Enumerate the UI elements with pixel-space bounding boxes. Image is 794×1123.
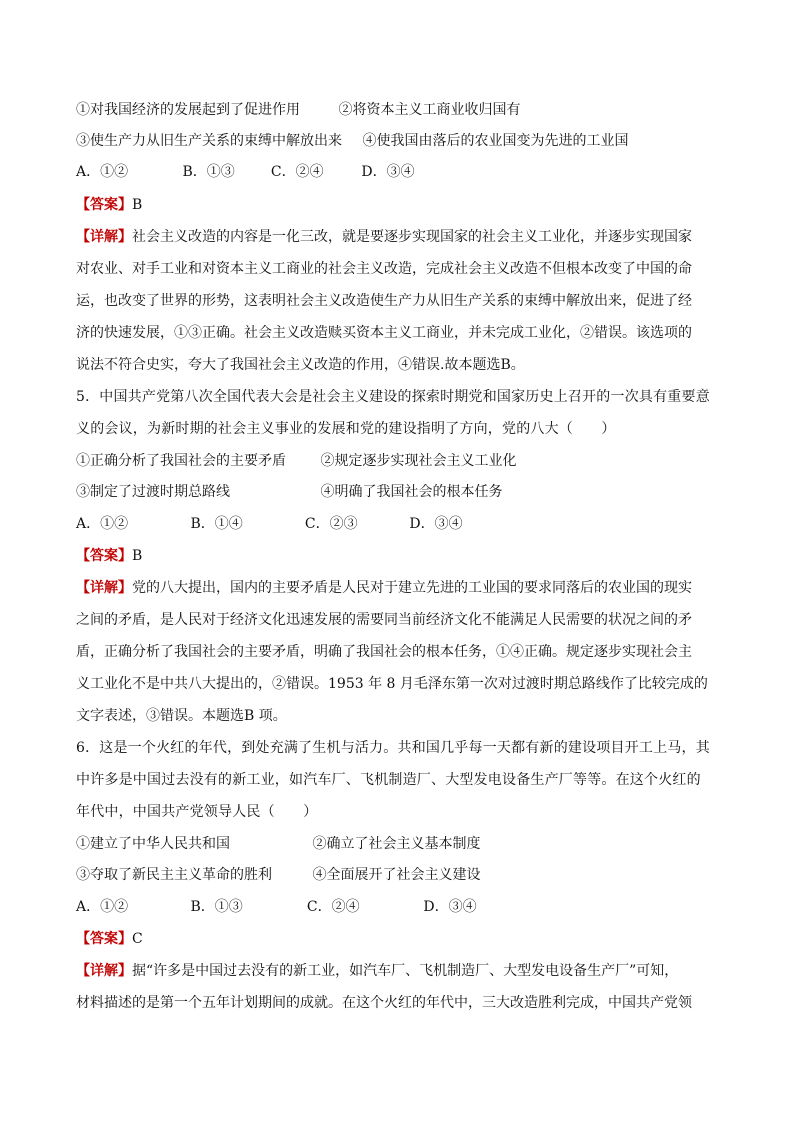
q5-choice-b: B．①④: [190, 516, 243, 532]
q5-stem-line-1: 5．中国共产党第八次全国代表大会是社会主义建设的探索时期党和国家历史上召开的一次具有重要意: [76, 389, 710, 405]
q4-option-1: ①对我国经济的发展起到了促进作用: [76, 102, 300, 118]
q4-detail-line-2: 对农业、对手工业和对资本主义工商业的社会主义改造，完成社会主义改造不但根本改变了中国的命: [76, 261, 692, 277]
q6-choice-d: D．③④: [423, 899, 477, 915]
q4-options-row-2: [76, 131, 628, 151]
q6-stem-line-1: 6．这是一个火红的年代，到处充满了生机与活力。共和国几乎每一天都有新的建设项目开工上马，其: [76, 740, 710, 756]
q4-choice-a: A．①②: [76, 164, 129, 180]
q4-choices: [76, 162, 415, 182]
q4-choice-b: B．①③: [182, 164, 235, 180]
q5-choice-d: D．③④: [409, 516, 463, 532]
detail-text: 社会主义改造的内容是一化三改，就是要逐步实现国家的社会主义工业化，并逐步实现国家: [132, 229, 692, 245]
answer-value: B: [132, 548, 143, 564]
q6-stem-line-2: 中许多是中国过去没有的新工业，如汽车厂、飞机制造厂、大型发电设备生产厂等等。在这个火红的: [76, 772, 701, 788]
q6-choice-b: B．①③: [190, 899, 243, 915]
q4-choice-d: D．③④: [361, 164, 415, 180]
q5-stem-line-2: 义的会议，为新时期的社会主义事业的发展和党的建设指明了方向，党的八大（ ）: [76, 421, 616, 437]
q4-detail-line-5: 说法不符合史实，夸大了我国社会主义改造的作用，④错误.故本题选B。: [76, 357, 525, 373]
q5-options-row-2: [76, 482, 502, 502]
q6-option-1: ①建立了中华人民共和国: [76, 836, 230, 852]
detail-label: 【详解】: [76, 580, 132, 596]
q6-option-3: ③夺取了新民主主义革命的胜利: [76, 867, 272, 883]
q4-option-4: ④使我国由落后的农业国变为先进的工业国: [362, 133, 629, 149]
q6-choices: [76, 897, 477, 917]
q5-choice-c: C．②③: [304, 516, 358, 532]
q4-options-row-1: [76, 100, 520, 120]
q5-option-1: ①正确分析了我国社会的主要矛盾: [76, 453, 286, 469]
q4-option-2: ②将资本主义工商业收归国有: [338, 102, 521, 118]
q5-detail-line-3: 盾，正确分析了我国社会的主要矛盾，明确了我国社会的根本任务，①④正确。规定逐步实现社会主: [76, 644, 692, 660]
q6-options-row-2: [76, 865, 480, 885]
q5-option-3: ③制定了过渡时期总路线: [76, 484, 230, 500]
q5-detail-line-1: [76, 578, 692, 598]
q5-choices: [76, 514, 463, 534]
detail-text: 党的八大提出，国内的主要矛盾是人民对于建立先进的工业国的要求同落后的农业国的现实: [132, 580, 692, 596]
q6-detail-line-1: [76, 961, 678, 981]
q6-options-row-1: [76, 834, 480, 854]
answer-value: B: [132, 197, 143, 213]
q4-option-3: ③使生产力从旧生产关系的束缚中解放出来: [76, 133, 342, 149]
q5-choice-a: A．①②: [76, 516, 129, 532]
q5-option-2: ②规定逐步实现社会主义工业化: [320, 453, 517, 469]
answer-label: 【答案】: [76, 548, 132, 564]
detail-label: 【详解】: [76, 229, 132, 245]
q6-answer: [76, 929, 143, 949]
q5-detail-line-5: 文字表述，③错误。本题选B 项。: [76, 708, 287, 724]
q4-detail-line-1: [76, 227, 692, 247]
q6-stem-line-3: 年代中，中国共产党领导人民（ ）: [76, 804, 318, 820]
q6-option-2: ②确立了社会主义基本制度: [312, 836, 481, 852]
q5-options-row-1: [76, 451, 516, 471]
q5-detail-line-2: 之间的矛盾，是人民对于经济文化迅速发展的需要同当前经济文化不能满足人民需要的状况之间的矛: [76, 612, 692, 628]
q6-option-4: ④全面展开了社会主义建设: [312, 867, 481, 883]
detail-label: 【详解】: [76, 963, 132, 979]
q4-answer: [76, 195, 142, 215]
q4-choice-c: C．②④: [270, 164, 324, 180]
q6-detail-line-2: 材料描述的是第一个五年计划期间的成就。在这个火红的年代中，三大改造胜利完成，中国共产党领: [76, 995, 692, 1011]
q6-choice-a: A．①②: [76, 899, 129, 915]
q4-detail-line-3: 运，也改变了世界的形势，这表明社会主义改造使生产力从旧生产关系的束缚中解放出来，促进了经: [76, 293, 692, 309]
answer-label: 【答案】: [76, 197, 132, 213]
q4-detail-line-4: 济的快速发展，①③正确。社会主义改造赎买资本主义工商业，并未完成工业化，②错误。该选项的: [76, 325, 692, 341]
answer-value: C: [132, 931, 143, 947]
answer-label: 【答案】: [76, 931, 132, 947]
q5-answer: [76, 546, 142, 566]
q5-option-4: ④明确了我国社会的根本任务: [320, 484, 503, 500]
q6-choice-c: C．②④: [306, 899, 360, 915]
detail-text: 据“许多是中国过去没有的新工业，如汽车厂、飞机制造厂、大型发电设备生产厂”可知，: [132, 963, 679, 979]
q5-detail-line-4: 义工业化不是中共八大提出的，②错误。1953 年 8 月毛泽东第一次对过渡时期总路线作了比较完成的: [76, 676, 708, 692]
